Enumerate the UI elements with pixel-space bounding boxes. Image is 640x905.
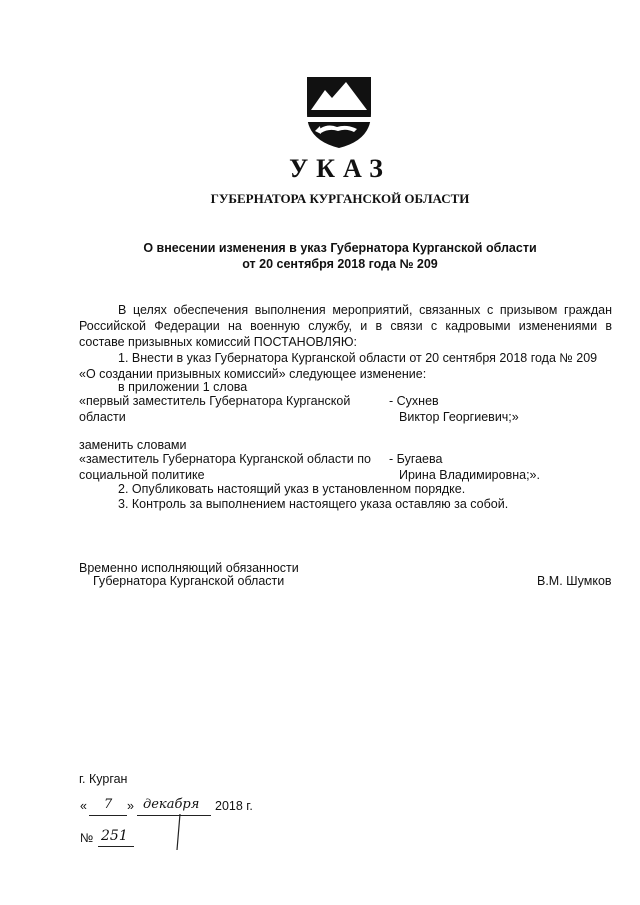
signatory-name: В.М. Шумков — [537, 574, 612, 588]
coat-of-arms-emblem — [301, 74, 377, 150]
signatory-role: Губернатора Курганской области — [93, 574, 285, 588]
replace-label: заменить словами — [79, 438, 187, 452]
handwritten-day: 7 — [104, 797, 113, 812]
date-quote-close: » — [127, 799, 134, 813]
old-position-text: области — [79, 410, 126, 424]
number-underline — [98, 846, 134, 847]
heading-line-1: О внесении изменения в указ Губернатора Курганской области — [143, 241, 537, 255]
new-person-name: Ирина Владимировна;». — [399, 468, 540, 482]
new-position-text: «заместитель Губернатора Курганской области по — [79, 452, 371, 466]
old-person-name: Виктор Георгиевич;» — [399, 410, 519, 424]
heading-line-2: от 20 сентября 2018 года № 209 — [242, 257, 438, 271]
paragraph-line: составе призывных комиссий ПОСТАНОВЛЯЮ: — [79, 335, 357, 349]
item-3-text: 3. Контроль за выполнением настоящего указа оставляю за собой. — [118, 497, 509, 511]
place-of-issue: г. Курган — [79, 772, 128, 786]
paragraph-line: В целях обеспечения выполнения мероприятий, связанных с призывом граждан — [118, 303, 612, 317]
date-quote-open: « — [80, 799, 87, 813]
item-1-line: в приложении 1 слова — [118, 380, 248, 394]
signatory-role: Временно исполняющий обязанности — [79, 561, 299, 575]
date-day-underline — [89, 815, 127, 816]
handwritten-number: 251 — [101, 828, 128, 844]
new-position-text: социальной политике — [79, 468, 205, 482]
date-year: 2018 г. — [215, 799, 253, 813]
new-person-name: - Бугаева — [389, 452, 443, 466]
item-2-text: 2. Опубликовать настоящий указ в установленном порядке. — [118, 482, 466, 496]
issuer-subtitle: ГУБЕРНАТОРА КУРГАНСКОЙ ОБЛАСТИ — [210, 191, 470, 206]
paragraph-line: Российской Федерации на военную службу, и в связи с кадровыми изменениями в — [79, 319, 612, 333]
pen-stroke-mark — [170, 812, 186, 852]
handwritten-month: декабря — [143, 797, 200, 812]
item-1-line: «О создании призывных комиссий» следующее изменение: — [79, 367, 427, 381]
old-person-name: - Сухнев — [389, 394, 439, 408]
document-title: УКАЗ — [289, 154, 391, 183]
old-position-text: «первый заместитель Губернатора Курганской — [79, 394, 351, 408]
item-1-line: 1. Внести в указ Губернатора Курганской области от 20 сентября 2018 года № 209 — [118, 351, 598, 365]
number-label: № — [80, 831, 94, 845]
